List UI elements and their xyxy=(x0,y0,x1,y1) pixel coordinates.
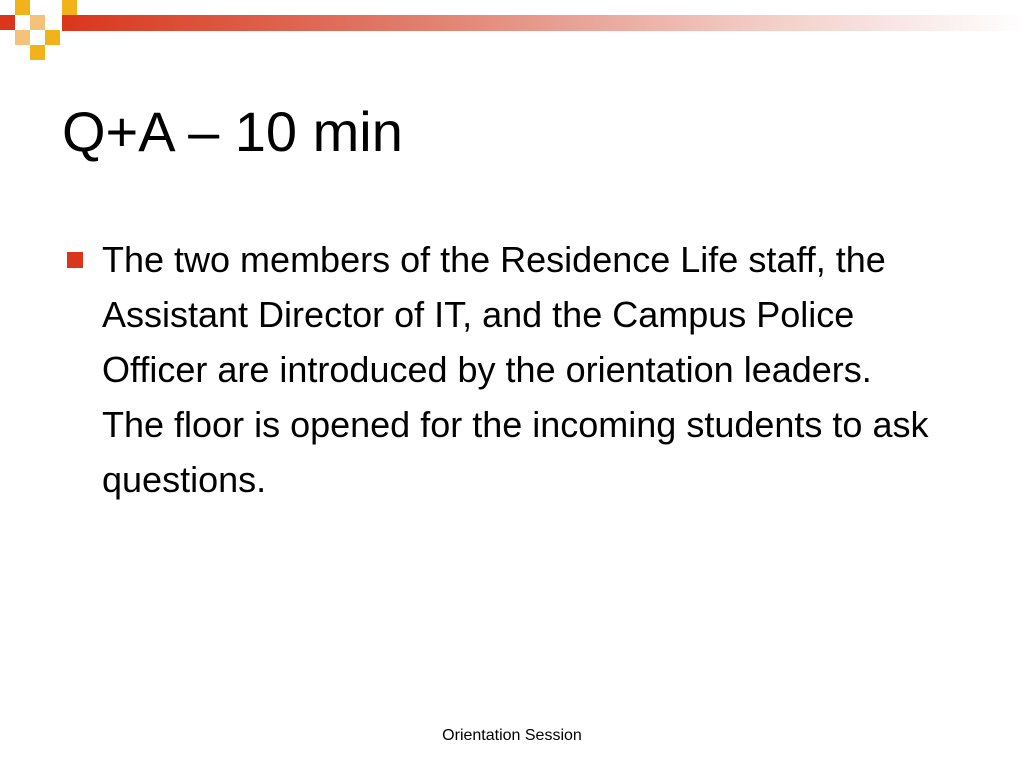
deco-square xyxy=(30,15,45,30)
deco-square xyxy=(0,15,15,30)
bullet-item xyxy=(62,232,942,507)
bullet-text: The two members of the Residence Life staff, the Assistant Director of IT, and the Campus Police Officer are introduced by the orientation leaders. The floor is opened for the incoming students to ask questions. xyxy=(102,239,929,500)
deco-square xyxy=(30,45,45,60)
bullet-list xyxy=(62,232,942,507)
deco-square xyxy=(15,0,30,15)
deco-square xyxy=(45,30,60,45)
square-bullet-icon xyxy=(67,252,83,268)
deco-square xyxy=(15,30,30,45)
slide-footer: Orientation Session xyxy=(442,727,582,744)
deco-square xyxy=(62,0,77,15)
slide-title: Q+A – 10 min xyxy=(62,100,403,163)
header-gradient-bar xyxy=(62,15,1024,31)
